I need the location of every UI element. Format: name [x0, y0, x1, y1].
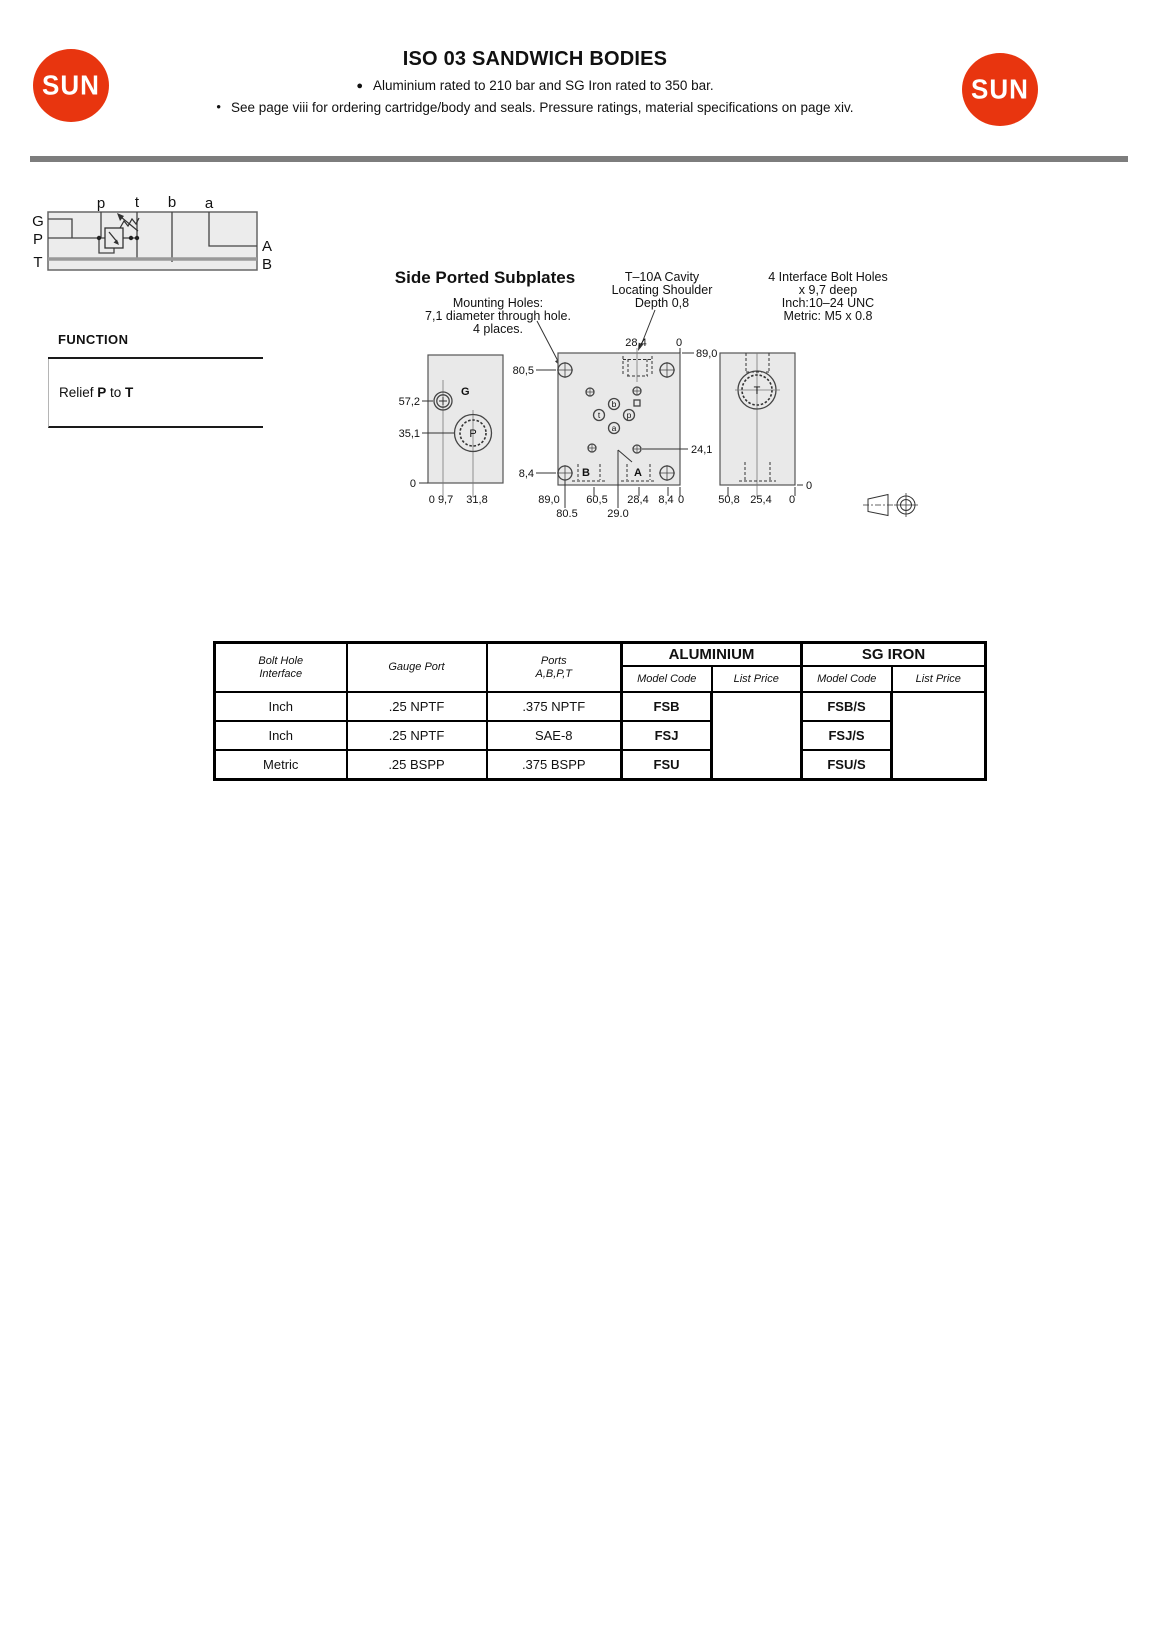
port-label-G: G — [461, 386, 470, 398]
svg-text:0: 0 — [806, 480, 813, 492]
port-label-G: G — [32, 213, 44, 230]
sg-model-code-cell: FSU/S — [802, 750, 892, 780]
table-row — [215, 750, 986, 780]
sg-model-code-cell: FSJ/S — [802, 721, 892, 750]
header-bullet-2 — [120, 100, 950, 115]
svg-text:24,1: 24,1 — [691, 444, 713, 456]
alu-list-price-cell-empty — [712, 692, 802, 780]
col-header-gauge-port: Gauge Port — [347, 643, 487, 693]
interface-cell: Metric — [215, 750, 347, 780]
header-bullet-1 — [120, 78, 950, 93]
svg-text:29.0: 29.0 — [607, 508, 629, 520]
port-label-T: T — [33, 254, 43, 271]
port-label-t: t — [134, 194, 140, 211]
table-row — [215, 692, 986, 721]
sg-model-code-cell: FSB/S — [802, 692, 892, 721]
svg-text:50,8: 50,8 — [718, 494, 740, 506]
bullet-icon: ● — [356, 80, 363, 92]
col-header-bolt-hole-interface — [215, 643, 347, 693]
port-label-b: b — [167, 194, 177, 211]
col-header-alu-list-price: List Price — [712, 666, 802, 692]
svg-text:T–10A Cavity: T–10A Cavity — [624, 270, 700, 284]
function-text: Relief — [59, 385, 98, 400]
svg-text:80,5: 80,5 — [512, 365, 534, 377]
table-row — [215, 721, 986, 750]
sun-logo-text: SUN — [971, 73, 1029, 105]
hydraulic-schematic — [25, 178, 285, 283]
svg-text:31,8: 31,8 — [466, 494, 488, 506]
svg-text:25,4: 25,4 — [750, 494, 772, 506]
svg-text:Depth 0,8: Depth 0,8 — [634, 296, 690, 310]
svg-text:Mounting Holes:: Mounting Holes: — [452, 296, 544, 310]
header-line: Ports — [540, 654, 567, 667]
port-label-P: P — [32, 231, 44, 248]
svg-text:60,5: 60,5 — [586, 494, 608, 506]
sg-list-price-cell-empty — [892, 692, 986, 780]
group-header-aluminium: ALUMINIUM — [622, 643, 802, 667]
col-header-sg-model-code: Model Code — [802, 666, 892, 692]
svg-text:80.5: 80.5 — [556, 508, 578, 520]
svg-text:89,0: 89,0 — [538, 494, 560, 506]
port-label-A: A — [634, 467, 642, 479]
sun-logo-icon — [962, 53, 1038, 126]
svg-text:4 Interface Bolt Holes: 4 Interface Bolt Holes — [768, 270, 888, 284]
sandwich-body-outline — [48, 212, 257, 270]
left-view — [399, 355, 503, 506]
svg-text:x 9,7 deep: x 9,7 deep — [798, 283, 858, 297]
svg-text:7,1 diameter through hole.: 7,1 diameter through hole. — [425, 309, 571, 323]
function-heading: FUNCTION — [48, 332, 263, 359]
port-label-P: P — [469, 428, 477, 440]
gauge-port-cell: .25 NPTF — [347, 692, 487, 721]
bullet-text: See page viii for ordering cartridge/body and seals. Pressure ratings, material specifications on page xiv. — [230, 100, 854, 115]
svg-text:0 9,7: 0 9,7 — [428, 494, 454, 506]
svg-text:4 places.: 4 places. — [472, 322, 524, 336]
port-label-B: B — [261, 256, 273, 273]
svg-text:0: 0 — [677, 494, 685, 506]
right-view — [718, 353, 812, 506]
bolt-holes-note — [768, 270, 888, 323]
svg-text:57,2: 57,2 — [398, 396, 420, 408]
svg-text:89,0: 89,0 — [696, 348, 718, 360]
ports-cell: .375 NPTF — [487, 692, 622, 721]
port-label-p: p — [96, 195, 106, 212]
col-header-ports — [487, 643, 622, 693]
svg-text:28,4: 28,4 — [627, 494, 649, 506]
port-label-B: B — [582, 467, 590, 479]
group-header-sg-iron: SG IRON — [802, 643, 986, 667]
function-port-t: T — [125, 385, 134, 400]
alu-model-code-cell: FSB — [622, 692, 712, 721]
sun-logo-text: SUN — [42, 69, 100, 101]
function-description — [48, 359, 263, 428]
col-header-sg-list-price: List Price — [892, 666, 986, 692]
page-title: ISO 03 SANDWICH BODIES — [402, 48, 668, 70]
ordering-table — [213, 641, 987, 781]
gauge-port-cell: .25 NPTF — [347, 721, 487, 750]
interface-cell: Inch — [215, 692, 347, 721]
port-letter-a: a — [611, 423, 617, 433]
drawing-title: Side Ported Subplates — [394, 268, 576, 287]
function-text: to — [106, 385, 126, 400]
svg-text:28,4: 28,4 — [625, 337, 647, 349]
ports-cell: SAE-8 — [487, 721, 622, 750]
function-section — [48, 332, 263, 428]
port-label-T: T — [753, 385, 761, 397]
projection-symbol-icon — [863, 493, 918, 517]
svg-text:0: 0 — [675, 337, 683, 349]
port-letter-t: t — [597, 410, 601, 420]
cavity-note — [612, 270, 713, 310]
port-label-A: A — [261, 238, 273, 255]
bullet-icon: • — [216, 99, 221, 114]
alu-model-code-cell: FSU — [622, 750, 712, 780]
port-letter-p: p — [626, 410, 632, 420]
header-line: Interface — [259, 667, 303, 680]
ports-cell: .375 BSPP — [487, 750, 622, 780]
dimension-drawing — [360, 245, 925, 520]
port-letter-b: b — [611, 399, 617, 409]
header — [120, 48, 950, 115]
svg-text:Locating Shoulder: Locating Shoulder — [611, 283, 713, 297]
sun-logo-icon — [33, 49, 109, 122]
bullet-text: Aluminium rated to 210 bar and SG Iron rated to 350 bar. — [372, 78, 714, 93]
middle-view — [513, 337, 718, 520]
function-port-p: P — [97, 385, 107, 400]
svg-text:Metric: M5 x 0.8: Metric: M5 x 0.8 — [783, 309, 873, 323]
svg-text:8,4: 8,4 — [658, 494, 674, 506]
header-line: Bolt Hole — [258, 654, 304, 667]
divider-rule — [30, 156, 1128, 162]
svg-text:0: 0 — [409, 478, 416, 490]
col-header-alu-model-code: Model Code — [622, 666, 712, 692]
mounting-holes-note — [425, 296, 571, 336]
svg-text:Inch:10–24 UNC: Inch:10–24 UNC — [781, 296, 875, 310]
alu-model-code-cell: FSJ — [622, 721, 712, 750]
port-label-a: a — [204, 195, 214, 212]
svg-text:35,1: 35,1 — [398, 428, 420, 440]
interface-cell: Inch — [215, 721, 347, 750]
svg-text:8,4: 8,4 — [518, 468, 534, 480]
gauge-port-cell: .25 BSPP — [347, 750, 487, 780]
header-line: A,B,P,T — [535, 667, 572, 680]
svg-text:0: 0 — [788, 494, 796, 506]
